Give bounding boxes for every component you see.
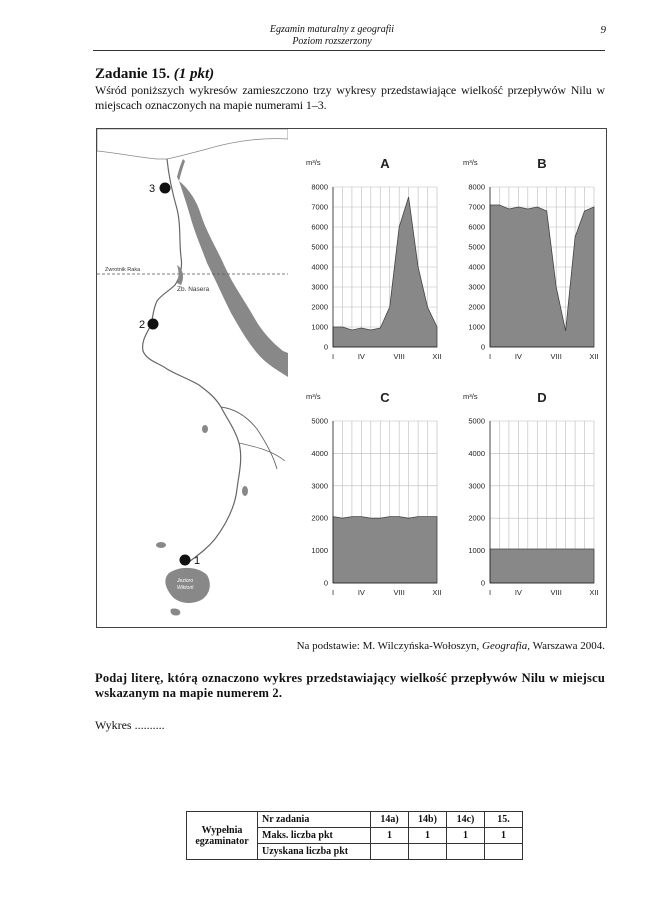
y-tick-label: 1000 [468, 546, 485, 556]
source-note [0, 640, 605, 652]
y-tick-label: 1000 [468, 322, 485, 332]
question-text: Podaj literę, którą oznaczono wykres przedstawiający wielkość przepływów Nilu w miejscu wskazanym na mapie numerem 2. [95, 671, 605, 700]
source-suffix: , Warszawa 2004. [527, 640, 605, 652]
x-tick-label: VIII [550, 352, 562, 361]
nile-map [97, 129, 288, 627]
y-tick-label: 6000 [468, 222, 485, 232]
answer-line[interactable]: Wykres .......... [95, 718, 165, 732]
x-tick-label: IV [357, 588, 365, 597]
score-input-cell[interactable] [371, 844, 409, 860]
map-point-2 [148, 319, 159, 330]
x-tick-label: VIII [393, 588, 405, 597]
lake-label-1: Jezioro [177, 578, 194, 584]
x-tick-label: I [488, 588, 492, 597]
small-lake [242, 486, 248, 496]
x-tick-label: XII [589, 352, 599, 361]
y-tick-label: 2000 [311, 513, 328, 523]
table-cell: 14a) [371, 812, 409, 828]
map-point-1 [180, 555, 191, 566]
x-tick-label: IV [514, 588, 522, 597]
filler-label [187, 812, 258, 860]
map-point-2-label: 2 [139, 319, 146, 331]
x-tick-label: IV [357, 352, 365, 361]
reservoir-label: Zb. Nasera [177, 286, 210, 293]
y-tick-label: 4000 [468, 448, 485, 458]
score-row-task-numbers [187, 812, 523, 828]
score-input-cell[interactable] [447, 844, 485, 860]
y-tick-label: 3000 [311, 282, 328, 292]
series-area [490, 205, 594, 347]
y-tick-label: 2000 [468, 302, 485, 312]
exam-header [0, 24, 664, 48]
y-tick-label: 3000 [311, 481, 328, 491]
task-intro: Wśród poniższych wykresów zamieszczono trzy wykresy przedstawiające wielkość przepływów Nilu w miejscach oznaczonych na mapie numerami 1–3. [95, 83, 605, 112]
exam-title: Egzamin maturalny z geografii [269, 24, 395, 35]
chart-title: C [380, 390, 390, 405]
chart-title: D [537, 390, 547, 405]
y-tick-label: 1000 [311, 322, 328, 332]
y-tick-label: 0 [323, 578, 328, 588]
y-tick-label: 0 [480, 578, 485, 588]
y-tick-label: 2000 [311, 302, 328, 312]
filler-label-1: Wypełnia [201, 824, 243, 836]
map-point-3 [160, 183, 171, 194]
y-tick-label: 6000 [311, 222, 328, 232]
source-prefix: Na podstawie: M. Wilczyńska-Wołoszyn, [296, 640, 483, 652]
discharge-charts [288, 129, 606, 627]
y-tick-label: 4000 [468, 262, 485, 272]
y-tick-label: 8000 [311, 182, 328, 192]
y-axis-unit: m³/s [306, 158, 321, 167]
source-title: Geografia [482, 640, 528, 652]
table-cell: 1 [447, 828, 485, 844]
table-cell: 1 [409, 828, 447, 844]
y-tick-label: 3000 [468, 282, 485, 292]
task-number: Zadanie 15. [95, 66, 171, 82]
y-tick-label: 0 [480, 342, 485, 352]
y-tick-label: 8000 [468, 182, 485, 192]
task-title [95, 66, 214, 83]
header-divider [93, 50, 605, 51]
task-points: (1 pkt) [173, 66, 215, 82]
table-cell: 1 [485, 828, 523, 844]
row-label: Nr zadania [258, 812, 371, 828]
figure-box [96, 128, 607, 628]
filler-label-2: egzaminator [195, 835, 249, 847]
x-tick-label: XII [589, 588, 599, 597]
score-input-cell[interactable] [409, 844, 447, 860]
y-tick-label: 1000 [311, 546, 328, 556]
y-tick-label: 0 [323, 342, 328, 352]
x-tick-label: I [331, 352, 335, 361]
map-point-1-label: 1 [194, 555, 201, 567]
tropic-label: Zwrotnik Raka [105, 267, 141, 273]
score-input-cell[interactable] [485, 844, 523, 860]
y-axis-unit: m³/s [463, 158, 478, 167]
series-area [490, 549, 594, 583]
chart-title: B [537, 156, 547, 171]
y-tick-label: 7000 [468, 202, 485, 212]
table-cell: 14b) [409, 812, 447, 828]
lake-label-2: Wiktorii [177, 585, 194, 591]
y-axis-unit: m³/s [306, 392, 321, 401]
x-tick-label: IV [514, 352, 522, 361]
row-label: Uzyskana liczba pkt [258, 844, 371, 860]
exam-level: Poziom rozszerzony [292, 36, 372, 47]
y-tick-label: 5000 [468, 416, 485, 426]
row-label: Maks. liczba pkt [258, 828, 371, 844]
table-cell: 14c) [447, 812, 485, 828]
x-tick-label: VIII [393, 352, 405, 361]
series-area [333, 197, 437, 347]
y-tick-label: 4000 [311, 262, 328, 272]
y-axis-unit: m³/s [463, 392, 478, 401]
table-cell: 1 [371, 828, 409, 844]
small-lake [156, 542, 166, 548]
x-tick-label: XII [432, 588, 442, 597]
y-tick-label: 5000 [311, 242, 328, 252]
y-tick-label: 3000 [468, 481, 485, 491]
table-cell: 15. [485, 812, 523, 828]
page-number: 9 [600, 24, 606, 36]
x-tick-label: I [488, 352, 492, 361]
map-point-3-label: 3 [149, 183, 156, 195]
series-area [333, 517, 437, 583]
y-tick-label: 7000 [311, 202, 328, 212]
x-tick-label: VIII [550, 588, 562, 597]
y-tick-label: 5000 [311, 416, 328, 426]
score-table [186, 811, 523, 860]
x-tick-label: I [331, 588, 335, 597]
small-lake [202, 425, 208, 433]
y-tick-label: 4000 [311, 448, 328, 458]
y-tick-label: 2000 [468, 513, 485, 523]
chart-title: A [380, 156, 390, 171]
y-tick-label: 5000 [468, 242, 485, 252]
x-tick-label: XII [432, 352, 442, 361]
